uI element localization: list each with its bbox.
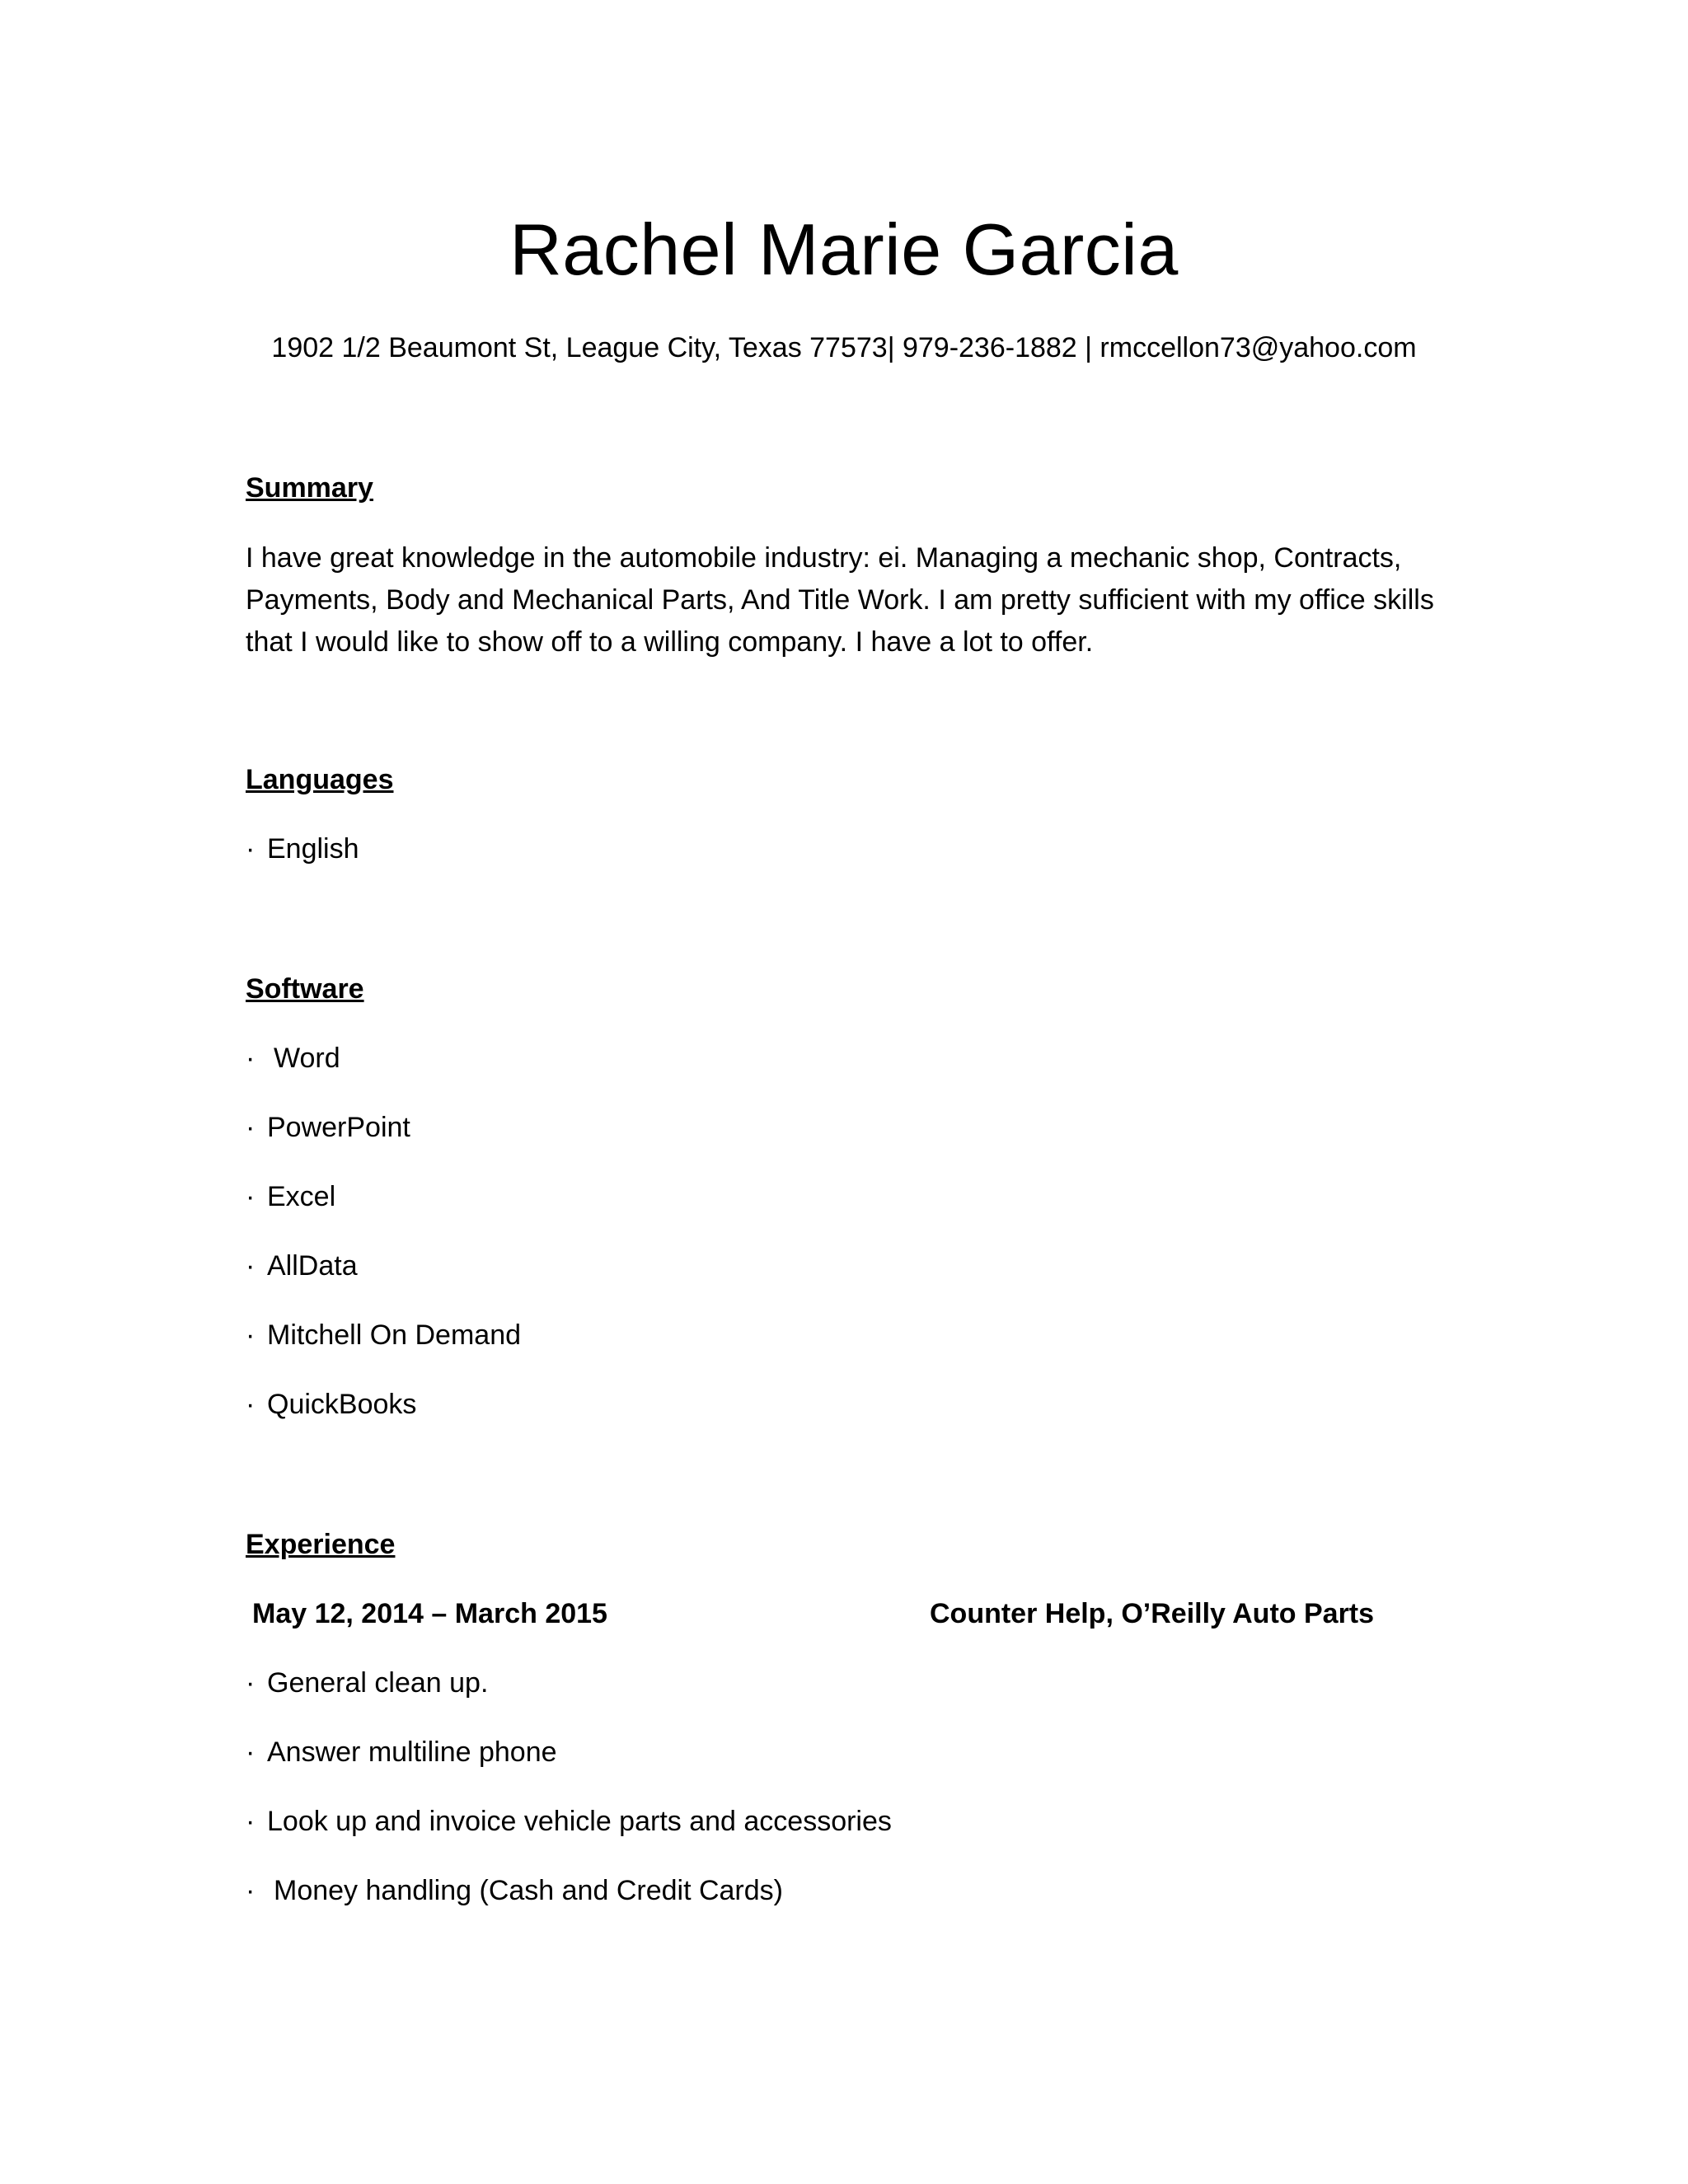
bullet-dot: · — [246, 1112, 256, 1143]
bullet-dot: · — [246, 1250, 256, 1282]
software-item-label: Word — [274, 1043, 340, 1074]
bullet-dot: · — [246, 1181, 256, 1212]
job-duty — [246, 1665, 488, 1701]
language-item-label: English — [267, 833, 359, 865]
job-duty — [246, 1872, 783, 1909]
software-heading: Software — [246, 973, 364, 1005]
job-duty-label: Money handling (Cash and Credit Cards) — [274, 1875, 783, 1906]
languages-heading: Languages — [246, 764, 394, 795]
summary-heading: Summary — [246, 472, 373, 504]
job-dates: May 12, 2014 – March 2015 — [252, 1598, 607, 1629]
job-duty-label: General clean up. — [267, 1667, 489, 1699]
job-duty-label: Look up and invoice vehicle parts and accessories — [267, 1806, 892, 1837]
bullet-dot: · — [246, 1875, 256, 1906]
language-item — [246, 831, 359, 867]
job-duty-label: Answer multiline phone — [267, 1736, 557, 1768]
software-item-label: PowerPoint — [267, 1112, 410, 1143]
bullet-dot: · — [246, 1736, 256, 1768]
software-item — [246, 1386, 416, 1422]
resume-name: Rachel Marie Garcia — [509, 209, 1179, 290]
job-title: Counter Help, O’Reilly Auto Parts — [930, 1598, 1375, 1629]
experience-heading: Experience — [246, 1529, 396, 1560]
job-duty — [246, 1734, 557, 1770]
software-item — [246, 1248, 358, 1284]
software-item-label: Excel — [267, 1181, 336, 1212]
software-item — [246, 1317, 521, 1353]
software-item — [246, 1040, 340, 1076]
software-item — [246, 1179, 335, 1215]
bullet-dot: · — [246, 1806, 256, 1837]
bullet-dot: · — [246, 1319, 256, 1351]
summary-text: I have great knowledge in the automobile industry: ei. Managing a mechanic shop, Contracts, Payments, Body and Mechanical Parts, And Title Work. I am pretty sufficient with my office skills that I would like to show off to a willing company. I have a lot to offer. — [246, 542, 1434, 658]
bullet-dot: · — [246, 833, 256, 865]
bullet-dot: · — [246, 1389, 256, 1420]
software-item-label: AllData — [267, 1250, 358, 1282]
software-item-label: Mitchell On Demand — [267, 1319, 522, 1351]
contact-line: 1902 1/2 Beaumont St, League City, Texas 77573| 979-236-1882 | rmccellon73@yahoo.com — [271, 332, 1417, 363]
bullet-dot: · — [246, 1667, 256, 1699]
job-duty — [246, 1803, 892, 1840]
software-item — [246, 1109, 410, 1146]
bullet-dot: · — [246, 1043, 256, 1074]
software-item-label: QuickBooks — [267, 1389, 417, 1420]
